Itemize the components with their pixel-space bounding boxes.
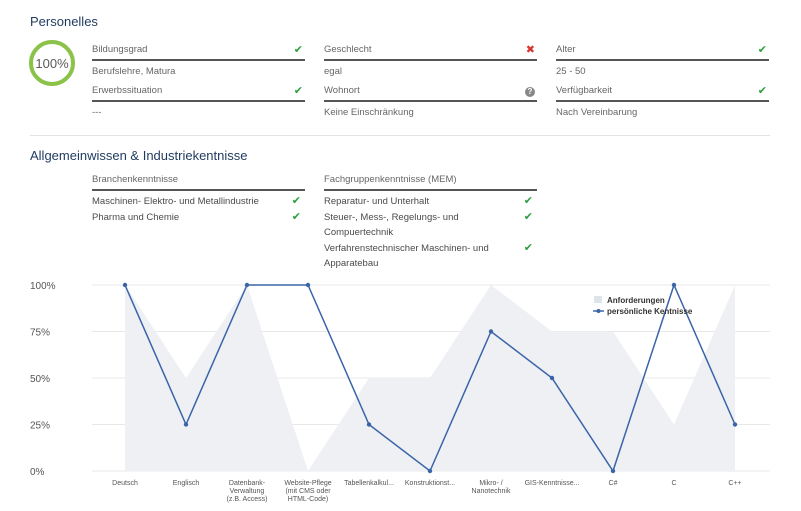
list-item — [324, 241, 537, 271]
fachgruppen-block — [324, 172, 537, 271]
legend-swatch-area — [594, 296, 602, 303]
list-item-text: Pharma und Chemie — [92, 212, 180, 223]
check-icon: ✔ — [757, 44, 767, 56]
x-tick-label: C++ — [728, 480, 742, 487]
match-percent-value: 100% — [35, 55, 69, 71]
field-verfügbarkeit — [556, 83, 769, 119]
field-bildungsgrad — [92, 42, 305, 78]
field-label-text: Bildungsgrad — [92, 44, 148, 55]
branchen-block — [92, 172, 305, 225]
match-percent-ring — [29, 40, 75, 86]
y-tick-label: 25% — [30, 420, 51, 432]
field-label-text: Wohnort — [324, 85, 360, 96]
list-item — [324, 194, 537, 209]
field-value: 25 - 50 — [556, 66, 586, 77]
data-point[interactable] — [306, 283, 310, 287]
section-title-personelles: Personelles — [30, 14, 98, 29]
field-label-text: Erwerbssituation — [92, 85, 163, 96]
field-wohnort — [324, 83, 537, 119]
x-tick-label: Tabellenkalkul... — [344, 480, 394, 487]
check-icon: ✔ — [291, 195, 301, 207]
list-item-text: Maschinen- Elektro- und Metallindustrie — [92, 196, 259, 207]
field-alter — [556, 42, 769, 78]
list-item — [92, 194, 305, 209]
field-label-text: Geschlecht — [324, 44, 372, 55]
check-icon: ✔ — [523, 242, 533, 254]
field-label — [92, 42, 305, 61]
x-tick-label: Englisch — [172, 480, 200, 487]
data-point[interactable] — [123, 283, 127, 287]
check-icon: ✔ — [293, 85, 303, 97]
field-label — [324, 42, 537, 61]
data-point[interactable] — [550, 376, 554, 380]
check-icon: ✔ — [293, 44, 303, 56]
field-erwerbssituation — [92, 83, 305, 119]
data-point[interactable] — [611, 469, 615, 473]
check-icon: ✔ — [523, 211, 533, 223]
field-geschlecht — [324, 42, 537, 78]
legend-marker — [597, 309, 601, 313]
field-label — [556, 83, 769, 102]
x-tick-label: Deutsch — [112, 480, 138, 487]
x-tick-label: GIS-Kenntnisse... — [524, 480, 580, 487]
section-divider — [30, 135, 770, 136]
list-item-text: Steuer-, Mess-, Regelungs- und Compuertechnik — [324, 212, 459, 238]
data-point[interactable] — [184, 422, 188, 426]
field-label — [556, 42, 769, 61]
legend-label-kentnisse: persönliche Kentnisse — [607, 307, 693, 316]
field-value: Keine Einschränkung — [324, 107, 414, 118]
field-value: Berufslehre, Matura — [92, 66, 176, 77]
y-tick-label: 0% — [30, 467, 45, 478]
check-icon: ✔ — [291, 211, 301, 223]
field-value: --- — [92, 107, 102, 118]
data-point[interactable] — [428, 469, 432, 473]
check-icon: ✔ — [757, 85, 767, 97]
fachgruppen-label: Fachgruppenkenntnisse (MEM) — [324, 172, 537, 191]
list-item — [324, 210, 537, 240]
y-tick-label: 100% — [30, 281, 56, 292]
list-item-text: Reparatur- und Unterhalt — [324, 196, 430, 207]
branchen-list — [92, 194, 305, 225]
field-label — [324, 83, 537, 102]
list-item-text: Verfahrenstechnischer Maschinen- und Apparatebau — [324, 243, 489, 269]
skills-chart — [0, 270, 801, 511]
x-tick-label: Mikro- / Nanotechnik — [471, 480, 511, 495]
x-tick-label: Datenbank-Verwaltung (z.B. Access) — [226, 480, 268, 503]
x-tick-label: C# — [608, 480, 618, 487]
field-label — [92, 83, 305, 102]
list-item — [92, 210, 305, 225]
check-icon: ✔ — [523, 195, 533, 207]
data-point[interactable] — [367, 422, 371, 426]
y-tick-label: 75% — [30, 327, 51, 339]
data-point[interactable] — [245, 283, 249, 287]
fachgruppen-list — [324, 194, 537, 271]
field-value: egal — [324, 66, 342, 77]
data-point[interactable] — [672, 283, 676, 287]
field-label-text: Verfügbarkeit — [556, 85, 612, 96]
field-label-text: Alter — [556, 44, 576, 55]
branchen-label: Branchenkenntnisse — [92, 172, 305, 191]
section-title-allgemeinwissen: Allgemeinwissen & Industriekentnisse — [30, 148, 248, 163]
x-tick-label: Konstruktionst... — [404, 480, 456, 487]
field-value: Nach Vereinbarung — [556, 107, 638, 118]
cross-icon: ✖ — [525, 44, 535, 56]
data-point[interactable] — [733, 422, 737, 426]
legend-label-anforderungen: Anforderungen — [607, 296, 665, 305]
x-tick-label: Website-Pflege (mit CMS oder HTML-Code) — [284, 480, 332, 503]
x-tick-label: C — [671, 480, 677, 487]
y-tick-label: 50% — [30, 374, 51, 385]
data-point[interactable] — [489, 329, 493, 333]
question-icon[interactable]: ? — [525, 84, 535, 98]
